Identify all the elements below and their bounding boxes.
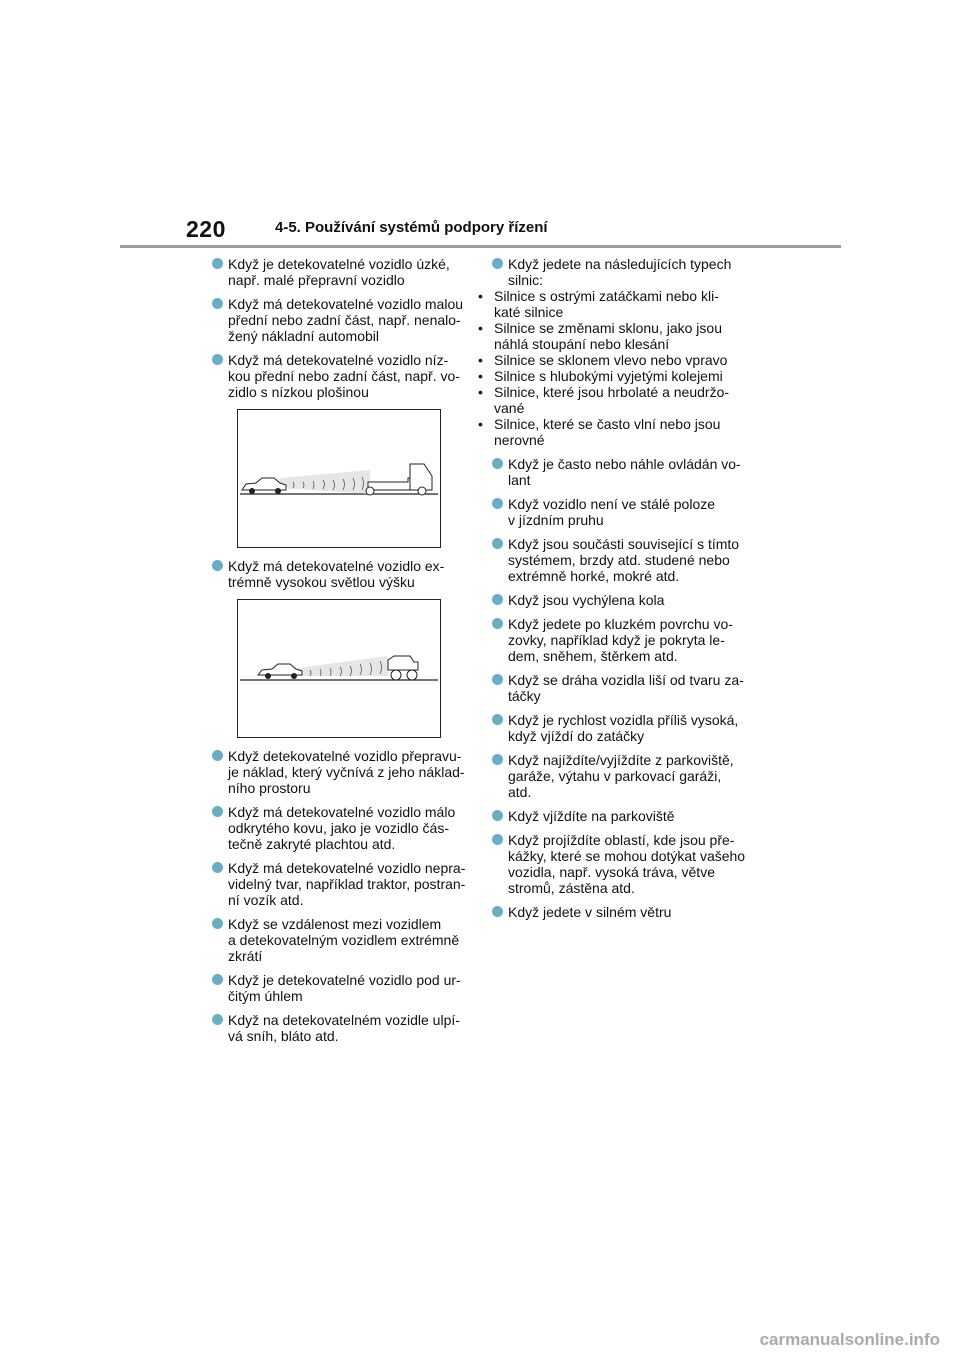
list-item: Když jedete po kluzkém povrchu vo- zovky, například když je pokryta le- dem, sněhem, štěrkem atd. bbox=[491, 616, 751, 664]
bullet-icon bbox=[492, 458, 503, 469]
sub-list-item: • Silnice se změnami sklonu, jako jsou náhlá stoupání nebo klesání bbox=[478, 320, 722, 352]
list-item: Když jedete v silném větru bbox=[491, 904, 751, 920]
bullet-icon bbox=[212, 750, 223, 761]
section-title: 4-5. Používání systémů podpory řízení bbox=[275, 219, 548, 236]
bullet-icon bbox=[492, 906, 503, 917]
page-header bbox=[0, 0, 960, 250]
list-item: Když se vzdálenost mezi vozidlem a detekovatelným vozidlem extrémně zkrátí bbox=[211, 916, 471, 964]
list-item: Když je detekovatelné vozidlo úzké, např. malé přepravní vozidlo bbox=[211, 256, 471, 288]
list-item: Když má detekovatelné vozidlo ex- trémně vysokou světlou výšku bbox=[211, 558, 471, 590]
list-item: Když se dráha vozidla liší od tvaru za- táčky bbox=[491, 672, 751, 704]
sub-list-item: • Silnice, které se často vlní nebo jsou nerovné bbox=[478, 416, 721, 448]
illustration-high-clearance bbox=[237, 599, 441, 738]
road-types-list bbox=[474, 288, 751, 448]
bullet-icon bbox=[492, 674, 503, 685]
list-item: Když má detekovatelné vozidlo malou přední nebo zadní část, např. nenalo- žený nákladní automobil bbox=[211, 296, 471, 344]
list-item: Když má detekovatelné vozidlo níz- kou přední nebo zadní část, např. vo- zidlo s nízkou plošinou bbox=[211, 352, 471, 400]
list-item: Když najíždíte/vyjíždíte z parkoviště, garáže, výtahu v parkovací garáži, atd. bbox=[491, 752, 751, 800]
list-item: Když je rychlost vozidla příliš vysoká, když vjíždí do zatáčky bbox=[491, 712, 751, 744]
car-icon bbox=[242, 478, 286, 494]
sub-list-item: • Silnice s hlubokými vyjetými kolejemi bbox=[478, 368, 723, 384]
bullet-icon bbox=[492, 754, 503, 765]
bullet-icon bbox=[212, 560, 223, 571]
header-divider bbox=[120, 245, 841, 248]
bullet-icon bbox=[212, 354, 223, 365]
suv-icon bbox=[388, 656, 418, 680]
list-item: Když je často nebo náhle ovládán vo- lant bbox=[491, 456, 751, 488]
bullet-icon bbox=[492, 258, 503, 269]
bullet-icon bbox=[212, 1014, 223, 1025]
bullet-icon bbox=[212, 862, 223, 873]
bullet-icon bbox=[492, 618, 503, 629]
list-item: Když detekovatelné vozidlo přepravu- je náklad, který vyčnívá z jeho náklad- ního prostoru bbox=[211, 748, 471, 796]
page-number: 220 bbox=[186, 216, 226, 242]
list-item: Když na detekovatelném vozidle ulpí- vá sníh, bláto atd. bbox=[211, 1012, 471, 1044]
list-item: Když je detekovatelné vozidlo pod ur- čitým úhlem bbox=[211, 972, 471, 1004]
list-item: Když má detekovatelné vozidlo málo odkrytého kovu, jako je vozidlo čás- tečně zakryté plachtou atd. bbox=[211, 804, 471, 852]
bullet-icon bbox=[212, 258, 223, 269]
list-item: Když jedete na následujících typech silnic: bbox=[491, 256, 751, 288]
bullet-icon bbox=[492, 834, 503, 845]
sub-list-item: • Silnice, které jsou hrbolaté a neudržo- vané bbox=[478, 384, 730, 416]
bullet-icon bbox=[492, 714, 503, 725]
right-column bbox=[478, 256, 751, 928]
bullet-icon bbox=[492, 538, 503, 549]
bullet-icon bbox=[212, 806, 223, 817]
car-icon bbox=[258, 664, 302, 679]
sub-list-item: • Silnice s ostrými zatáčkami nebo kli- katé silnice bbox=[478, 288, 719, 320]
bullet-icon bbox=[212, 918, 223, 929]
bullet-icon bbox=[492, 810, 503, 821]
bullet-icon bbox=[492, 594, 503, 605]
bullet-icon bbox=[492, 498, 503, 509]
bullet-icon bbox=[212, 298, 223, 309]
list-item: Když vjíždíte na parkoviště bbox=[491, 808, 751, 824]
truck-icon bbox=[366, 464, 432, 495]
list-item: Když projíždíte oblastí, kde jsou pře- kážky, které se mohou dotýkat vašeho vozidla, např. vysoká tráva, větve stromů, zástěna atd. bbox=[491, 832, 751, 896]
watermark-logo: carmanualsonline.info bbox=[759, 1330, 940, 1349]
list-item: Když vozidlo není ve stálé poloze v jízdním pruhu bbox=[491, 496, 751, 528]
bullet-icon bbox=[212, 974, 223, 985]
list-item: Když jsou vychýlena kola bbox=[491, 592, 751, 608]
list-item: Když jsou součásti související s tímto systémem, brzdy atd. studené nebo extrémně horké, mokré atd. bbox=[491, 536, 751, 584]
sub-list-item: • Silnice se sklonem vlevo nebo vpravo bbox=[478, 352, 728, 368]
illustration-low-truck bbox=[237, 409, 441, 548]
list-item: Když má detekovatelné vozidlo nepra- videlný tvar, například traktor, postran- ní vozík atd. bbox=[211, 860, 471, 908]
left-column bbox=[211, 256, 471, 1052]
